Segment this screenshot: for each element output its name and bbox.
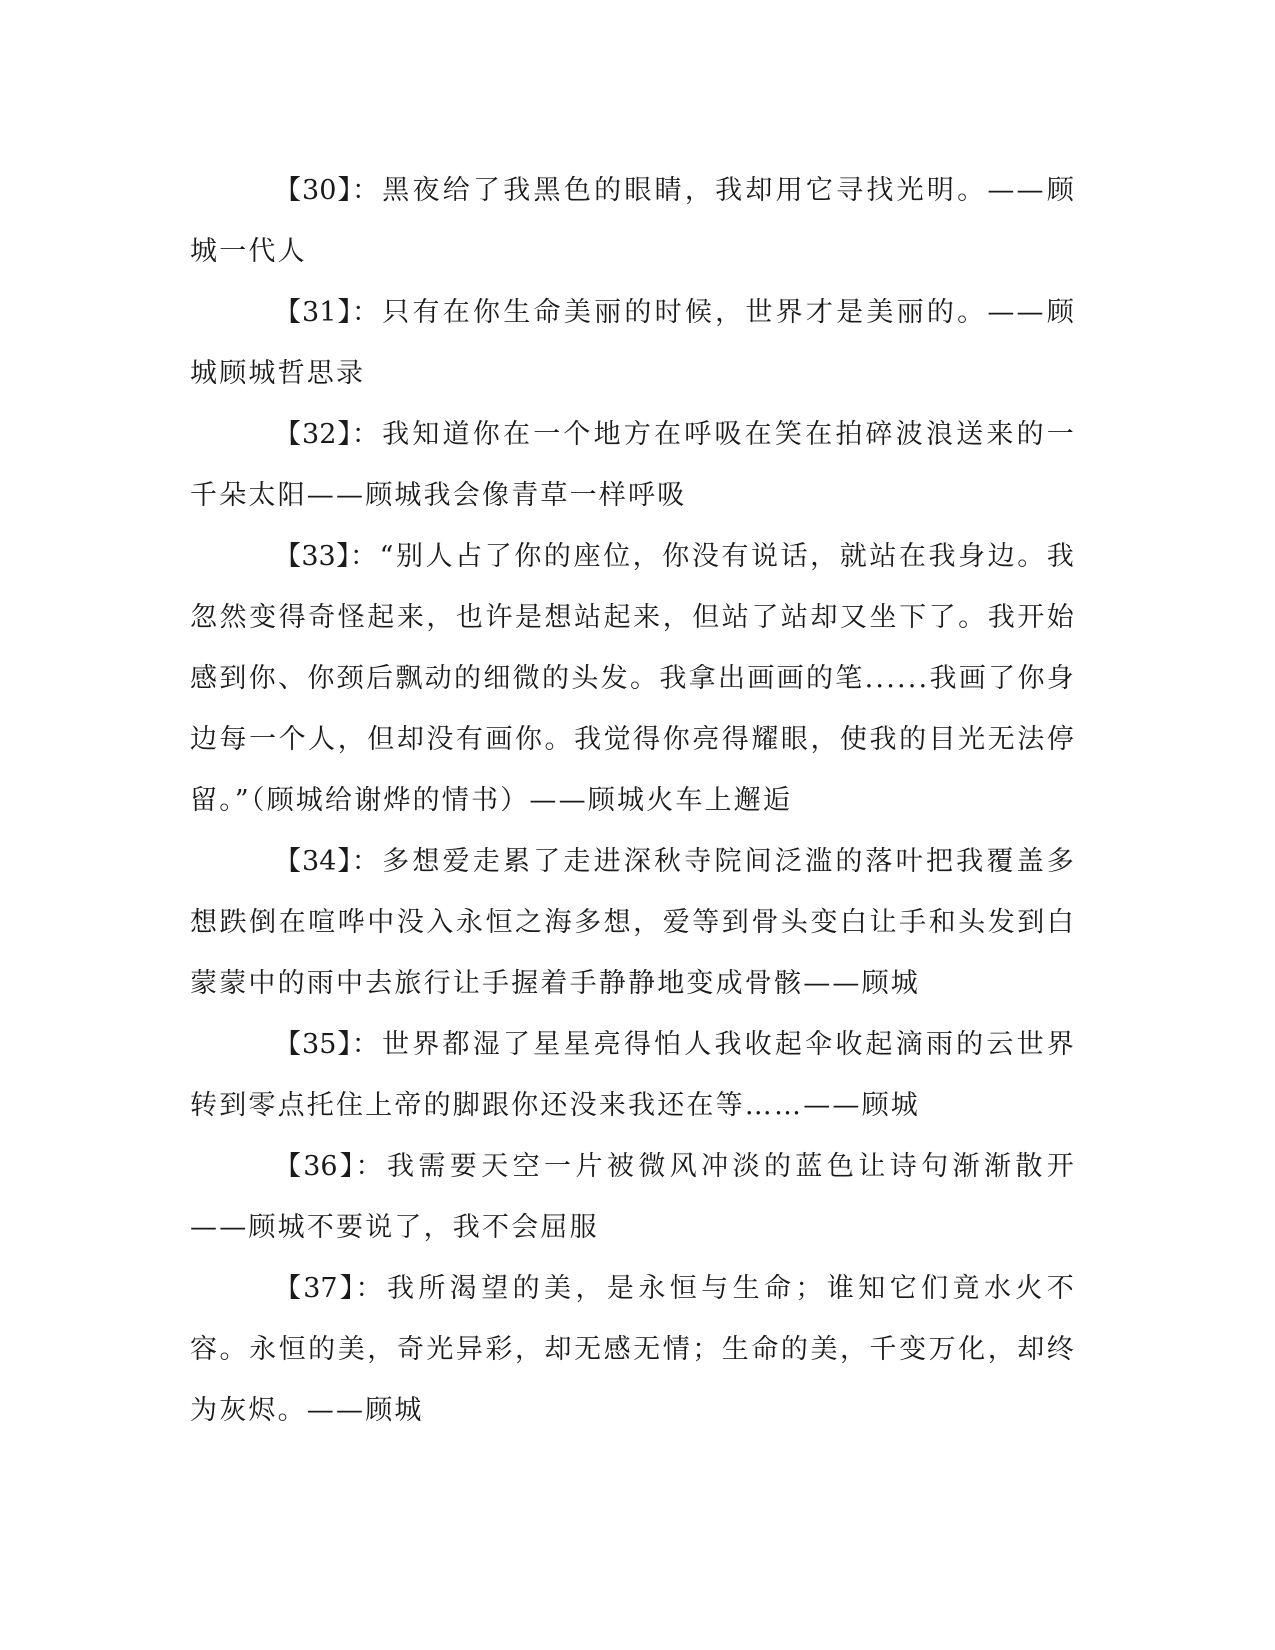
- entry-text: 黑夜给了我黑色的眼睛，我却用它寻找光明。——顾城一代人: [190, 175, 1077, 267]
- entry-number: 【32】: [274, 419, 352, 450]
- entry-text: 我知道你在一个地方在呼吸在笑在拍碎波浪送来的一千朵太阳——顾城我会像青草一样呼吸: [190, 419, 1077, 511]
- quote-entry-32: [190, 404, 1076, 526]
- entry-number: 【37】: [274, 1273, 356, 1304]
- quote-entry-35: [190, 1014, 1076, 1136]
- entry-text: 只有在你生命美丽的时候，世界才是美丽的。——顾城顾城哲思录: [190, 297, 1077, 389]
- entry-number: 【33】: [274, 541, 351, 572]
- entry-separator: ：: [355, 1151, 387, 1182]
- quote-list: [190, 160, 1076, 1441]
- entry-text: “别人占了你的座位，你没有说话，就站在我身边。我忽然变得奇怪起来，也许是想站起来，但站了站却又坐下了。我开始感到你、你颈后飘动的细微的头发。我拿出画画的笔......我画了你身边每一个人，但却没有画你。我觉得你亮得耀眼，使我的目光无法停留。”（顾城给谢烨的情书）——顾城火车上邂逅: [190, 541, 1077, 816]
- quote-entry-37: [190, 1258, 1076, 1441]
- entry-separator: ：: [351, 419, 383, 450]
- entry-separator: ：: [352, 297, 383, 328]
- quote-entry-30: [190, 160, 1076, 282]
- entry-number: 【34】: [274, 846, 352, 877]
- entry-separator: ：: [351, 846, 383, 877]
- entry-separator: ：: [351, 1029, 383, 1060]
- entry-number: 【30】: [274, 175, 353, 206]
- entry-number: 【31】: [274, 297, 353, 328]
- entry-text: 多想爱走累了走进深秋寺院间泛滥的落叶把我覆盖多想跌倒在喧哗中没入永恒之海多想，爱等到骨头变白让手和头发到白蒙蒙中的雨中去旅行让手握着手静静地变成骨骸——顾城: [190, 846, 1077, 999]
- entry-separator: ：: [352, 175, 383, 206]
- entry-number: 【35】: [274, 1029, 352, 1060]
- entry-separator: ：: [355, 1273, 387, 1304]
- quote-entry-33: [190, 526, 1076, 831]
- entry-text: 世界都湿了星星亮得怕人我收起伞收起滴雨的云世界转到零点托住上帝的脚跟你还没来我还在等……——顾城: [190, 1029, 1077, 1121]
- entry-text: 我所渴望的美，是永恒与生命；谁知它们竟水火不容。永恒的美，奇光异彩，却无感无情；生命的美，千变万化，却终为灰烬。——顾城: [190, 1273, 1076, 1426]
- entry-text: 我需要天空一片被微风冲淡的蓝色让诗句渐渐散开——顾城不要说了，我不会屈服: [190, 1151, 1076, 1243]
- quote-entry-36: [190, 1136, 1076, 1258]
- quote-entry-31: [190, 282, 1076, 404]
- quote-entry-34: [190, 831, 1076, 1014]
- entry-separator: ：: [350, 541, 380, 572]
- entry-number: 【36】: [274, 1151, 356, 1182]
